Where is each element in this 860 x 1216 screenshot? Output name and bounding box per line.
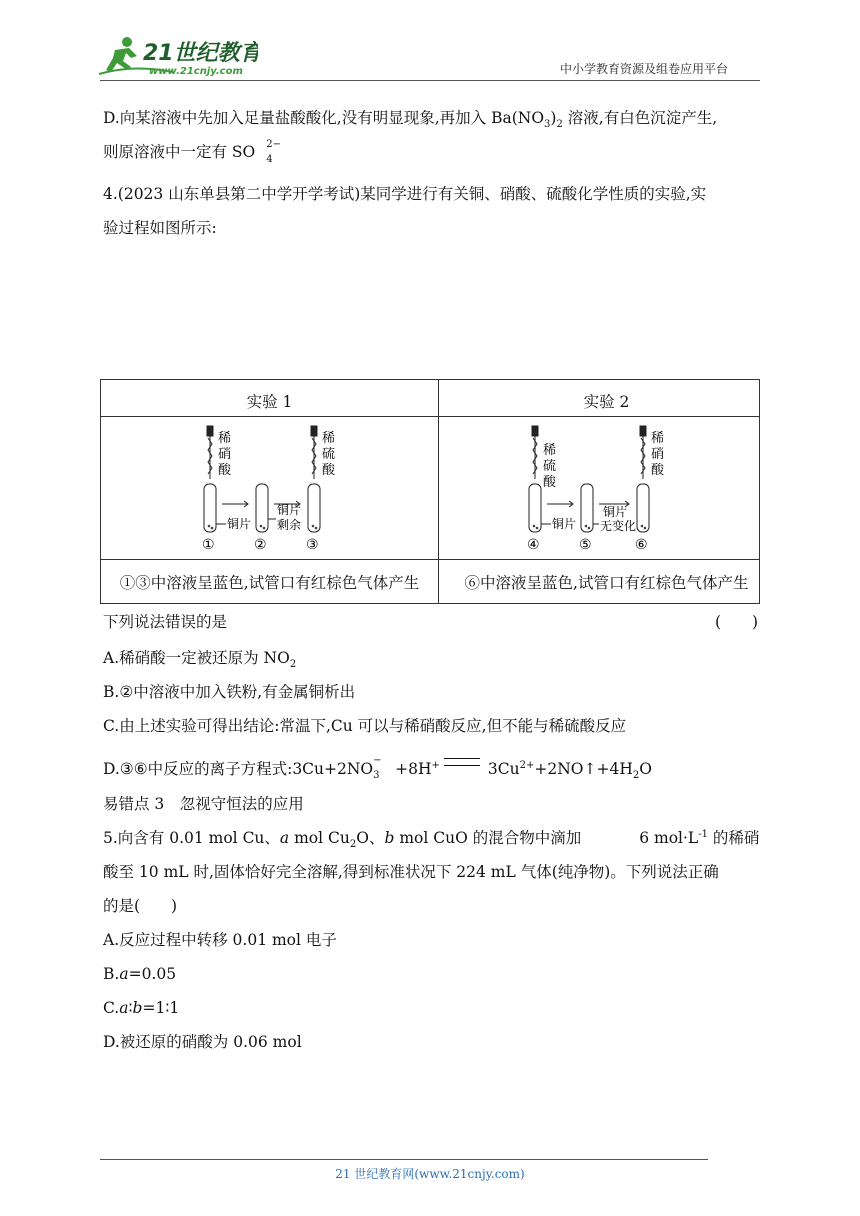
q5-stem-line3: 的是( ) (103, 897, 178, 915)
exp2-reagent2-char3: 酸 (651, 463, 665, 478)
exp1-reagent2-char3: 酸 (322, 463, 336, 478)
exp2-observation: ⑥中溶液呈蓝色,试管口有红棕色气体产生 (464, 574, 749, 592)
q4-option-b: B.②中溶液中加入铁粉,有金属铜析出 (103, 683, 356, 701)
logo-main-text: 21世纪教育 (143, 41, 258, 66)
site-logo (93, 34, 258, 78)
exp2-reagent2-char2: 硝 (651, 447, 665, 462)
exp2-tube3-number: ⑥ (635, 537, 648, 553)
q5-option-a: A.反应过程中转移 0.01 mol 电子 (103, 931, 337, 949)
q5-stem-line2: 酸至 10 mL 时,固体恰好完全溶解,得到标准状况下 224 mL 气体(纯净物)。下列说法正确 (103, 863, 719, 881)
exp2-reagent1-char2: 硫 (543, 459, 557, 474)
exp2-reagent2-char1: 稀 (651, 431, 665, 446)
exp2-reagent1-char1: 稀 (543, 443, 557, 458)
q5-stem-line1: 5.向含有 0.01 mol Cu、a mol $Cu_2O$、b mol CuO 的混合物中滴加 6 $mol\cdot L^{-1}$ 的稀硝 (103, 828, 760, 851)
q4-stem-line1: 4.(2023 山东单县第二中学开学考试)某同学进行有关铜、硝酸、硫酸化学性质的实验,实 (103, 185, 707, 203)
exp1-reagent1-char1: 稀 (218, 431, 232, 446)
header-divider (100, 80, 760, 81)
exp2-title: 实验 2 (583, 393, 630, 411)
exp1-reagent2-char1: 稀 (322, 431, 336, 446)
q4-option-a: A.稀硝酸一定被还原为 $NO_2$ (103, 649, 297, 671)
exp2-diagram (521, 424, 691, 554)
logo-url-text: www.21cnjy.com (149, 66, 243, 77)
q4-option-d: D.③⑥中反应的离子方程式:3Cu+2NO − 3 +8H+ $3Cu^{2+}+2NO↑+4H_2O$ (103, 755, 652, 782)
exp1-remain-label2: 剩余 (277, 518, 302, 532)
exp2-remain-label2: 无变化 (600, 519, 637, 533)
q3-option-d-line1: D.向某溶液中先加入足量盐酸酸化,没有明显现象,再加入 $Ba(NO_3)_2$ 溶液,有白色沉淀产生, (103, 109, 718, 131)
exp2-remain-label1: 铜片 (603, 505, 628, 519)
exp1-reagent1-char3: 酸 (218, 463, 232, 478)
exp1-remain-label1: 铜片 (277, 503, 302, 517)
exp2-copper-label: 铜片 (552, 517, 577, 531)
q5-option-c: C.a∶b=1∶1 (103, 999, 180, 1017)
q5-option-b: B.a=0.05 (103, 965, 177, 983)
exp1-title: 实验 1 (246, 393, 293, 411)
exp2-reagent1-char3: 酸 (543, 475, 557, 490)
exp1-observation: ①③中溶液呈蓝色,试管口有红棕色气体产生 (119, 574, 420, 592)
exp1-reagent2-char2: 硫 (322, 447, 336, 462)
platform-name: 中小学教育资源及组卷应用平台 (560, 62, 729, 76)
footer-link[interactable]: 21 世纪教育网(www.21cnjy.com) (335, 1167, 525, 1181)
exp1-reagent1-char2: 硝 (218, 447, 232, 462)
q3-option-d-line2: 则原溶液中一定有 SO 2− 4 (103, 139, 282, 165)
exp1-tube1-number: ① (202, 537, 215, 553)
q4-stem-line2: 验过程如图所示: (103, 219, 217, 237)
section-heading: 易错点 3 忽视守恒法的应用 (103, 795, 304, 813)
exp1-copper-label: 铜片 (227, 517, 252, 531)
experiment-table (100, 379, 760, 604)
equals-sign-icon (444, 758, 480, 766)
exp2-tube1-number: ④ (527, 537, 540, 553)
exp1-tube3-number: ③ (306, 537, 319, 553)
q4-answer-paren: ( ) (715, 613, 759, 631)
q4-question: 下列说法错误的是 (103, 613, 228, 631)
q5-option-d: D.被还原的硝酸为 0.06 mol (103, 1033, 302, 1051)
exp2-tube2-number: ⑤ (579, 537, 592, 553)
exp1-diagram (196, 424, 366, 554)
q4-option-c: C.由上述实验可得出结论:常温下,Cu 可以与稀硝酸反应,但不能与稀硫酸反应 (103, 717, 627, 735)
footer-divider (100, 1159, 708, 1160)
exp1-tube2-number: ② (254, 537, 267, 553)
